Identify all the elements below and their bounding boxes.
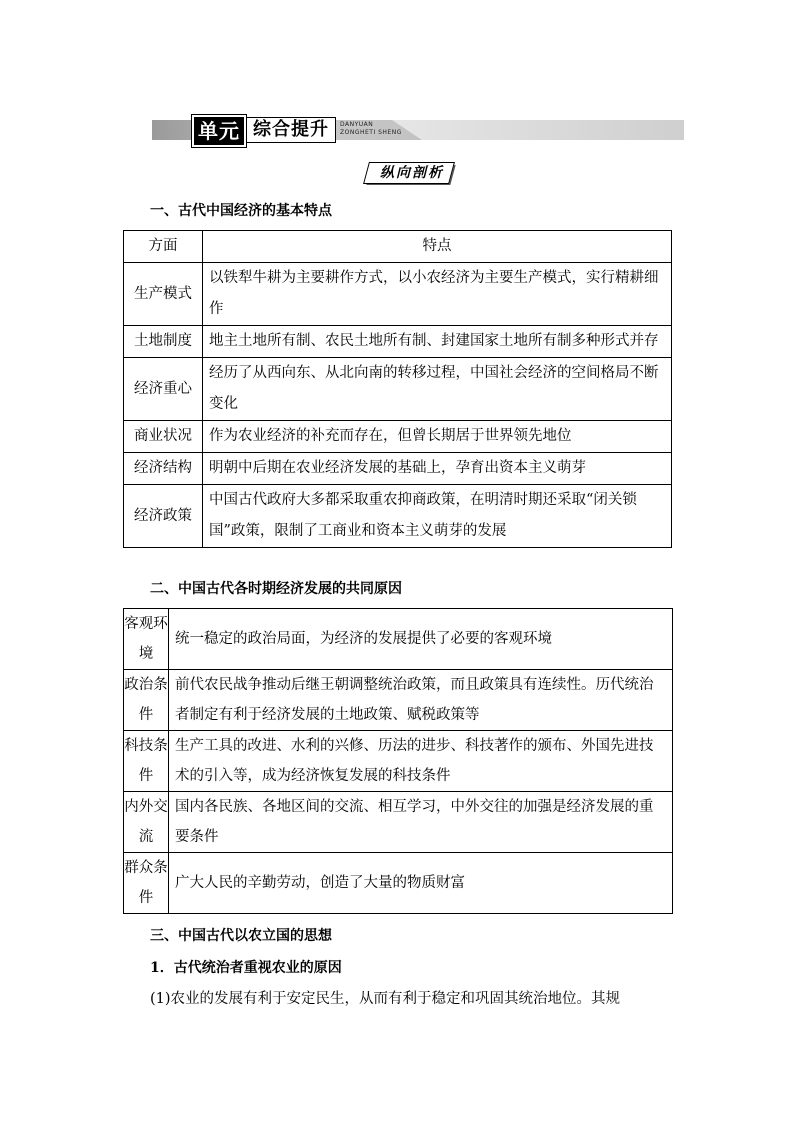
table-row bbox=[124, 792, 673, 853]
table-row bbox=[124, 731, 673, 792]
table-row bbox=[124, 263, 672, 326]
table-row bbox=[124, 485, 672, 548]
table-cell-desc: 国内各民族、各地区间的交流、相互学习，中外交往的加强是经济发展的重要条件 bbox=[169, 792, 673, 853]
table-row bbox=[124, 609, 673, 670]
table-header-aspect: 方面 bbox=[124, 231, 203, 263]
table-cell-feature: 经历了从西向东、从北向南的转移过程，中国社会经济的空间格局不断变化 bbox=[203, 358, 672, 421]
table-cell-aspect: 土地制度 bbox=[124, 326, 203, 358]
table-cell-feature: 作为农业经济的补充而存在，但曾长期居于世界领先地位 bbox=[203, 421, 672, 453]
heading-2: 二、中国古代各时期经济发展的共同原因 bbox=[150, 581, 402, 597]
table-cell-feature: 明朝中后期在农业经济发展的基础上，孕育出资本主义萌芽 bbox=[203, 453, 672, 485]
banner-pinyin-line1: DANYUAN bbox=[340, 121, 374, 128]
table-row bbox=[124, 421, 672, 453]
table-cell-factor: 群众条件 bbox=[124, 853, 169, 914]
table-cell-feature: 地主土地所有制、农民土地所有制、封建国家土地所有制多种形式并存 bbox=[203, 326, 672, 358]
table-cell-desc: 生产工具的改进、水利的兴修、历法的进步、科技著作的颁布、外国先进技术的引入等，成为经济恢复发展的科技条件 bbox=[169, 731, 673, 792]
unit-banner bbox=[152, 118, 684, 142]
table-cell-desc: 前代农民战争推动后继王朝调整统治政策，而且政策具有连续性。历代统治者制定有利于经济发展的土地政策、赋税政策等 bbox=[169, 670, 673, 731]
table-cell-factor: 内外交流 bbox=[124, 792, 169, 853]
table-row bbox=[124, 358, 672, 421]
table-cell-desc: 广大人民的辛勤劳动，创造了大量的物质财富 bbox=[169, 853, 673, 914]
banner-pinyin bbox=[340, 121, 402, 137]
table-cell-feature: 中国古代政府大多都采取重农抑商政策，在明清时期还采取“闭关锁国”政策，限制了工商业和资本主义萌芽的发展 bbox=[203, 485, 672, 548]
table-row bbox=[124, 853, 673, 914]
section-badge-text: 纵向剖析 bbox=[380, 165, 444, 181]
table-cell-feature: 以铁犁牛耕为主要耕作方式，以小农经济为主要生产模式，实行精耕细作 bbox=[203, 263, 672, 326]
table-cell-factor: 客观环境 bbox=[124, 609, 169, 670]
table-cell-aspect: 商业状况 bbox=[124, 421, 203, 453]
table-cell-factor: 政治条件 bbox=[124, 670, 169, 731]
table-common-causes bbox=[123, 608, 673, 914]
table-row bbox=[124, 326, 672, 358]
table-row bbox=[124, 453, 672, 485]
heading-3: 三、中国古代以农立国的思想 bbox=[150, 928, 332, 944]
section-badge bbox=[366, 162, 456, 186]
table-cell-desc: 统一稳定的政治局面，为经济的发展提供了必要的客观环境 bbox=[169, 609, 673, 670]
table-header-feature: 特点 bbox=[203, 231, 672, 263]
banner-pinyin-line2: ZONGHETI SHENG bbox=[340, 129, 402, 136]
table-cell-aspect: 经济重心 bbox=[124, 358, 203, 421]
banner-label-unit: 单元 bbox=[192, 115, 246, 147]
heading-1: 一、古代中国经济的基本特点 bbox=[150, 203, 332, 219]
paragraph: (1)农业的发展有利于安定民生，从而有利于稳定和巩固其统治地位。其规 bbox=[150, 991, 621, 1007]
table-row bbox=[124, 670, 673, 731]
table-header-row bbox=[124, 231, 672, 263]
table-cell-factor: 科技条件 bbox=[124, 731, 169, 792]
banner-light-strip bbox=[392, 120, 684, 140]
table-cell-aspect: 生产模式 bbox=[124, 263, 203, 326]
subheading: 1．古代统治者重视农业的原因 bbox=[150, 960, 342, 976]
table-cell-aspect: 经济结构 bbox=[124, 453, 203, 485]
banner-label-review: 综合提升 bbox=[246, 117, 336, 143]
table-cell-aspect: 经济政策 bbox=[124, 485, 203, 548]
table-economic-features bbox=[123, 230, 672, 548]
